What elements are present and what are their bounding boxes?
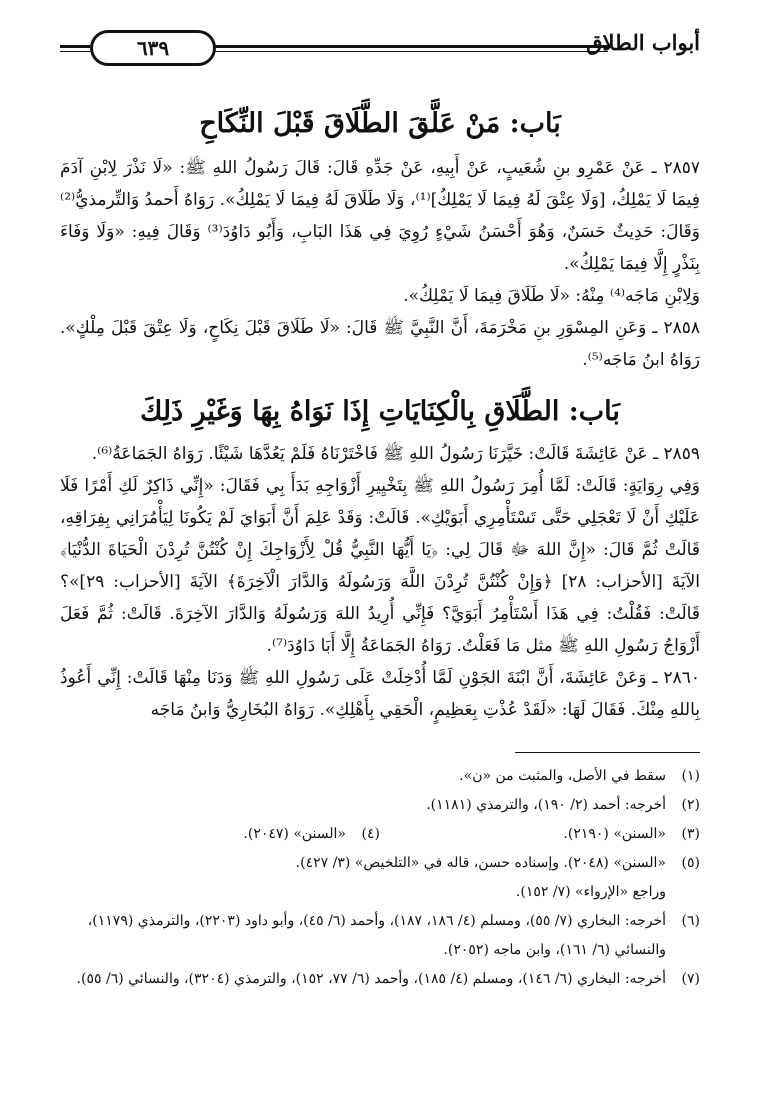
header-rule-left-thin <box>60 51 90 52</box>
hadith-2858: ٢٨٥٨ ـ وَعَنِ المِسْوَرِ بنِ مَخْرَمَةَ، أَنَّ النَّبِيَّ ﷺ قَالَ: «لَا طَلَاقَ قَبْلَ نِكَاحٍ، وَلَا عِتْقَ قَبْلَ مِلْكٍ». رَوَاهُ ابنُ مَاجَه⁽⁵⁾. <box>60 318 700 370</box>
footnote-text: سقط في الأصل، والمثبت من «ن». <box>459 768 666 784</box>
page-header <box>60 28 700 68</box>
header-rule <box>213 45 608 48</box>
main-text <box>60 90 700 726</box>
hadith-2857-ibn-majah: وَلِابْنِ مَاجَه⁽⁴⁾ مِنْهُ: «لَا طَلَاقَ فِيمَا لَا يَمْلِكُ». <box>403 286 700 306</box>
footnote-text: وراجع «الإرواء» (٧/ ١٥٢). <box>515 884 666 900</box>
footnote-number: (٧) <box>681 971 700 987</box>
footnote-text: أخرجه: البخاري (٦/ ١٤٦)، ومسلم (٤/ ١٨٥)، وأحمد (٦/ ٧٧، ١٥٢)، والترمذي (٣٢٠٤)، والنسائي (٦/ ٥٥). <box>76 971 666 987</box>
footnote-number: (٣) <box>681 826 700 842</box>
footnote-separator <box>515 752 700 753</box>
chapter-title: أبواب الطلاق <box>586 30 700 55</box>
hadith-2860: ٢٨٦٠ ـ وَعَنْ عَائِشَةَ، أَنَّ ابْنَةَ الجَوْنِ لَمَّا أُدْخِلَتْ عَلَى رَسُولِ اللهِ ﷺ وَدَنَا مِنْهَا قَالَتْ: إِنِّي أَعُوذُ بِاللهِ مِنْكَ. فَقَالَ لَهَا: «لَقَدْ عُذْتِ بِعَظِيمٍ، الْحَقِي بِأَهْلِكِ». رَوَاهُ البُخَارِيُّ وَابنُ مَاجَه <box>60 668 700 720</box>
header-rule-left <box>60 45 90 48</box>
footnote-7 <box>60 965 700 994</box>
footnotes <box>60 762 700 994</box>
footnote-number: (٦) <box>681 913 700 929</box>
section-heading-2: بَاب: الطَّلَاقِ بِالْكِنَايَاتِ إِذَا نَوَاهُ بِهَا وَغَيْرِ ذَلِكَ <box>140 396 620 427</box>
footnote-number: (١) <box>681 768 700 784</box>
hadith-2859-riwaya: وَفِي رِوَايَةٍ: قَالَتْ: لَمَّا أُمِرَ رَسُولُ اللهِ ﷺ بِتَخْيِيرِ أَزْوَاجِهِ بَدَأَ بِي فَقَالَ: «إِنِّي ذَاكِرٌ لَكِ أَمْرًا فَلَا عَلَيْكِ أَنْ لَا تَعْجَلِي حَتَّى تَسْتَأْمِرِي أَبَوَيْكِ». قَالَتْ: وَقَدْ عَلِمَ أَنَّ أَبَوَايَ لَمْ يَكُونَا لِيَأْمُرَانِي بِفِرَاقِهِ، قَالَتْ ثُمَّ قَالَ: «إِنَّ اللهَ ﷻ قَالَ لِي: ﴿يَا أَيُّهَا النَّبِيُّ قُلْ لِأَزْوَاجِكَ إِنْ كُنْتُنَّ تُرِدْنَ الْحَيَاةَ الدُّنْيَا﴾ الآيَةَ [الأحزاب: ٢٨] ﴿وَإِنْ كُنْتُنَّ تُرِدْنَ اللَّهَ وَرَسُولَهُ وَالدَّارَ الْآخِرَةَ﴾ الآيَةَ [الأحزاب: ٢٩]»؟ قَالَتْ: فَقُلْتُ: فِي هَذَا أَسْتَأْمِرُ أَبَوَيَّ؟ فَإِنِّي أُرِيدُ اللهَ وَرَسُولَهُ وَالدَّارَ الآخِرَةَ. قَالَتْ: ثُمَّ فَعَلَ أَزْوَاجُ رَسُولِ اللهِ ﷺ مثل مَا فَعَلْتُ. رَوَاهُ الجَمَاعَةُ إِلَّا أَبَا دَاوُدَ⁽⁷⁾. <box>60 476 700 656</box>
footnote-text: «السنن» (٢٠٤٨). وإسناده حسن، قاله في «التلخيص» (٣/ ٤٢٧). <box>295 855 666 871</box>
hadith-2859: ٢٨٥٩ ـ عَنْ عَائِشَةَ قَالَتْ: خَيَّرَنَا رَسُولُ اللهِ ﷺ فَاخْتَرْنَاهُ فَلَمْ يَعُدَّهَا شَيْئًا. رَوَاهُ الجَمَاعَةُ⁽⁶⁾. <box>91 444 700 464</box>
footnote-number: (٥) <box>681 855 700 871</box>
footnote-text: أخرجه: أحمد (٢/ ١٩٠)، والترمذي (١١٨١). <box>426 797 666 813</box>
footnote-text: أخرجه: البخاري (٧/ ٥٥)، ومسلم (٤/ ١٨٦، ١٨٧)، وأحمد (٦/ ٤٥)، وأبو داود (٢٢٠٣)، والترمذي (١١٧٩)، والنسائي (٦/ ١٦١)، وابن ماجه (٢٠٥٢). <box>87 913 666 958</box>
footnote-1 <box>60 762 700 791</box>
header-rule-thin <box>213 51 608 52</box>
footnote-number: (٢) <box>681 797 700 813</box>
footnote-6 <box>60 907 700 965</box>
footnote-2 <box>60 791 700 820</box>
hadith-2857: ٢٨٥٧ ـ عَنْ عَمْرِو بنِ شُعَيبٍ، عَنْ أَبِيهِ، عَنْ جَدِّهِ قَالَ: قَالَ رَسُولُ اللهِ ﷺ: «لَا نَذْرَ لِابْنِ آدَمَ فِيمَا لَا يَمْلِكُ، [وَلَا عِتْقَ لَهُ فِيمَا لَا يَمْلِكُ]⁽¹⁾، وَلَا طَلَاقَ لَهُ فِيمَا لَا يَمْلِكُ». رَوَاهُ أَحمدُ وَالتِّرمذيُّ⁽²⁾ وَقَالَ: حَدِيثٌ حَسَنٌ، وَهُوَ أَحْسَنُ شَيْءٍ رُوِيَ فِي هَذَا البَابِ، وَأَبُو دَاوُدَ⁽³⁾ وَقَالَ فِيهِ: «وَلَا وَفَاءَ بِنَذْرٍ إِلَّا فِيمَا يَمْلِكُ». <box>60 158 700 274</box>
section-heading-1: بَاب: مَنْ عَلَّقَ الطَّلَاقَ قَبْلَ النِّكَاحِ <box>199 108 561 139</box>
footnote-text: «السنن» (٢٠٤٧). <box>243 826 346 842</box>
footnote-5 <box>60 849 700 878</box>
footnote-number: (٤) <box>361 826 380 842</box>
footnote-3 <box>380 820 700 849</box>
footnote-row-3-4 <box>60 820 700 849</box>
footnote-4 <box>60 820 380 849</box>
footnote-5-continued <box>60 878 700 907</box>
footnote-text: «السنن» (٢١٩٠). <box>563 826 666 842</box>
page-number: ٦٣٩ <box>90 30 216 66</box>
